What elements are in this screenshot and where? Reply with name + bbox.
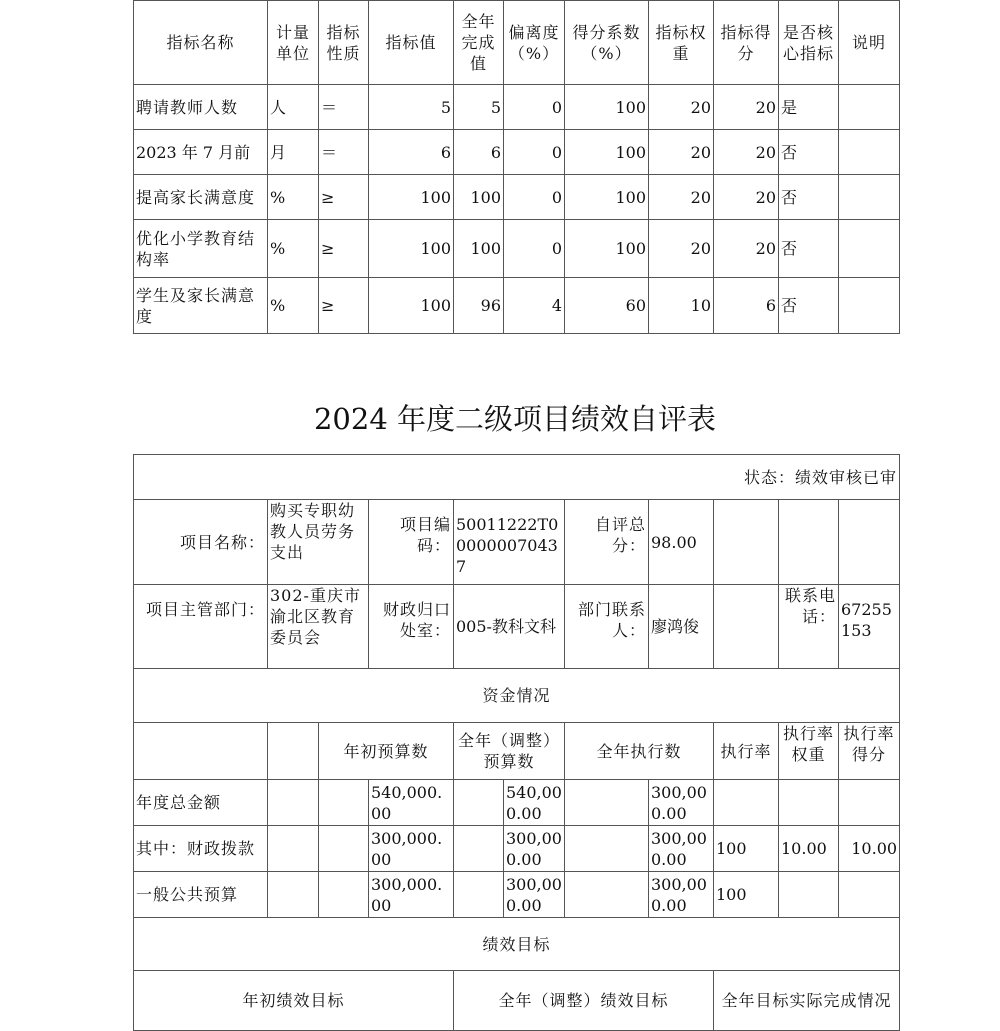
funds-executed: 300,000.00: [649, 780, 714, 826]
header-weight: 指标权重: [649, 1, 714, 85]
funds-rate-weight: 10.00: [779, 826, 839, 872]
table-row: [134, 130, 900, 175]
cell-unit: 月: [268, 130, 319, 175]
cell-core: 是: [779, 85, 839, 130]
funds-header-rate-weight: 执行率权重: [779, 723, 839, 780]
self-evaluation-form: [133, 454, 900, 1031]
project-info-row: [134, 500, 900, 585]
funds-heading: 资金情况: [134, 669, 900, 723]
contact-label: 部门联系人：: [565, 585, 649, 669]
cell-score: 20: [714, 85, 779, 130]
cell-weight: 20: [649, 85, 714, 130]
funds-row-label: 年度总金额: [134, 780, 268, 826]
cell-nature: ＝: [319, 130, 369, 175]
cell-coefficient: 100: [565, 175, 649, 220]
cell-note: [839, 278, 900, 334]
empty-cell: [454, 872, 504, 918]
header-unit: 计量单位: [268, 1, 319, 85]
funds-header-row: [134, 723, 900, 780]
cell-name: 学生及家长满意度: [134, 278, 268, 334]
cell-core: 否: [779, 130, 839, 175]
funds-executed: 300,000.00: [649, 826, 714, 872]
self-score-label: 自评总分：: [565, 500, 649, 585]
funds-adjusted: 540,000.00: [504, 780, 565, 826]
self-score-value: 98.00: [649, 500, 714, 585]
funds-header-executed: 全年执行数: [565, 723, 714, 780]
goals-header-row: [134, 971, 900, 1031]
cell-value: 5: [369, 85, 454, 130]
cell-note: [839, 130, 900, 175]
cell-core: 否: [779, 278, 839, 334]
empty-cell: [565, 826, 649, 872]
cell-coefficient: 60: [565, 278, 649, 334]
funds-adjusted: 300,000.00: [504, 826, 565, 872]
empty-cell: [714, 500, 779, 585]
empty-cell: [565, 872, 649, 918]
department-info-row: [134, 585, 900, 669]
cell-weight: 10: [649, 278, 714, 334]
funds-heading-row: [134, 669, 900, 723]
empty-cell: [268, 826, 319, 872]
cell-value: 100: [369, 175, 454, 220]
empty-cell: [319, 872, 369, 918]
cell-value: 100: [369, 220, 454, 278]
status-row: [134, 455, 900, 500]
cell-unit: 人: [268, 85, 319, 130]
cell-coefficient: 100: [565, 85, 649, 130]
cell-score: 20: [714, 130, 779, 175]
cell-note: [839, 85, 900, 130]
funds-rate: [714, 780, 779, 826]
cell-unit: %: [268, 278, 319, 334]
cell-note: [839, 175, 900, 220]
cell-weight: 20: [649, 220, 714, 278]
cell-weight: 20: [649, 175, 714, 220]
cell-deviation: 0: [504, 175, 565, 220]
cell-coefficient: 100: [565, 130, 649, 175]
cell-nature: ≥: [319, 175, 369, 220]
empty-cell: [319, 826, 369, 872]
empty-cell: [319, 780, 369, 826]
cell-deviation: 0: [504, 220, 565, 278]
header-core: 是否核心指标: [779, 1, 839, 85]
table-row: [134, 826, 900, 872]
header-coefficient: 得分系数（%）: [565, 1, 649, 85]
cell-name: 聘请教师人数: [134, 85, 268, 130]
contact-value: 廖鸿俊: [649, 585, 714, 669]
empty-cell: [714, 585, 779, 669]
project-code-value: 50011222T000000070437: [454, 500, 565, 585]
funds-rate-weight: [779, 780, 839, 826]
header-value: 指标值: [369, 1, 454, 85]
funds-rate-score: 10.00: [839, 826, 900, 872]
cell-name: 优化小学教育结构率: [134, 220, 268, 278]
cell-core: 否: [779, 220, 839, 278]
table-row: [134, 278, 900, 334]
cell-coefficient: 100: [565, 220, 649, 278]
funds-initial: 300,000.00: [369, 872, 454, 918]
cell-actual: 5: [454, 85, 504, 130]
dept-value: 302-重庆市渝北区教育委员会: [268, 585, 369, 669]
cell-score: 20: [714, 175, 779, 220]
funds-executed: 300,000.00: [649, 872, 714, 918]
funds-rate-score: [839, 780, 900, 826]
goals-heading: 绩效目标: [134, 918, 900, 971]
funds-adjusted: 300,000.00: [504, 872, 565, 918]
finance-label: 财政归口处室：: [369, 585, 454, 669]
funds-header-adjusted: 全年（调整）预算数: [454, 723, 565, 780]
indicator-table: [133, 0, 900, 334]
cell-nature: ≥: [319, 220, 369, 278]
table-row: [134, 220, 900, 278]
funds-rate-score: [839, 872, 900, 918]
table-row: [134, 175, 900, 220]
funds-rate: 100: [714, 826, 779, 872]
cell-weight: 20: [649, 130, 714, 175]
indicator-header-row: [134, 1, 900, 85]
cell-actual: 100: [454, 175, 504, 220]
cell-score: 6: [714, 278, 779, 334]
cell-deviation: 0: [504, 130, 565, 175]
goals-header-adjusted: 全年（调整）绩效目标: [454, 971, 714, 1031]
cell-value: 100: [369, 278, 454, 334]
cell-nature: ≥: [319, 278, 369, 334]
cell-nature: ＝: [319, 85, 369, 130]
empty-cell: [268, 872, 319, 918]
cell-deviation: 0: [504, 85, 565, 130]
funds-header-rate: 执行率: [714, 723, 779, 780]
project-name-label: 项目名称：: [134, 500, 268, 585]
goals-header-initial: 年初绩效目标: [134, 971, 454, 1031]
cell-actual: 96: [454, 278, 504, 334]
page-title: 2024 年度二级项目绩效自评表: [313, 402, 717, 436]
empty-cell: [454, 826, 504, 872]
empty-cell: [134, 723, 268, 780]
cell-note: [839, 220, 900, 278]
empty-cell: [565, 780, 649, 826]
empty-cell: [454, 780, 504, 826]
cell-score: 20: [714, 220, 779, 278]
header-name: 指标名称: [134, 1, 268, 85]
cell-actual: 100: [454, 220, 504, 278]
status-text: 状态：绩效审核已审: [134, 455, 900, 500]
cell-actual: 6: [454, 130, 504, 175]
goals-heading-row: [134, 918, 900, 971]
cell-name: 提高家长满意度: [134, 175, 268, 220]
cell-name: 2023 年 7 月前: [134, 130, 268, 175]
funds-header-initial: 年初预算数: [319, 723, 454, 780]
header-deviation: 偏离度（%）: [504, 1, 565, 85]
cell-unit: %: [268, 220, 319, 278]
funds-row-label: 其中：财政拨款: [134, 826, 268, 872]
empty-cell: [268, 723, 319, 780]
funds-initial: 540,000.00: [369, 780, 454, 826]
cell-value: 6: [369, 130, 454, 175]
cell-unit: %: [268, 175, 319, 220]
project-code-label: 项目编码：: [369, 500, 454, 585]
header-nature: 指标性质: [319, 1, 369, 85]
funds-rate-weight: [779, 872, 839, 918]
empty-cell: [839, 500, 900, 585]
phone-label: 联系电话：: [779, 585, 839, 669]
table-row: [134, 872, 900, 918]
funds-initial: 300,000.00: [369, 826, 454, 872]
funds-header-rate-score: 执行率得分: [839, 723, 900, 780]
funds-row-label: 一般公共预算: [134, 872, 268, 918]
table-row: [134, 780, 900, 826]
table-row: [134, 85, 900, 130]
cell-deviation: 4: [504, 278, 565, 334]
project-name-value: 购买专职幼教人员劳务支出: [268, 500, 369, 585]
cell-core: 否: [779, 175, 839, 220]
funds-rate: 100: [714, 872, 779, 918]
phone-value: 67255153: [839, 585, 900, 669]
empty-cell: [779, 500, 839, 585]
header-actual: 全年完成值: [454, 1, 504, 85]
header-note: 说明: [839, 1, 900, 85]
empty-cell: [268, 780, 319, 826]
goals-header-actual: 全年目标实际完成情况: [714, 971, 900, 1031]
header-score: 指标得分: [714, 1, 779, 85]
finance-value: 005-教科文科: [454, 585, 565, 669]
dept-label: 项目主管部门：: [134, 585, 268, 669]
